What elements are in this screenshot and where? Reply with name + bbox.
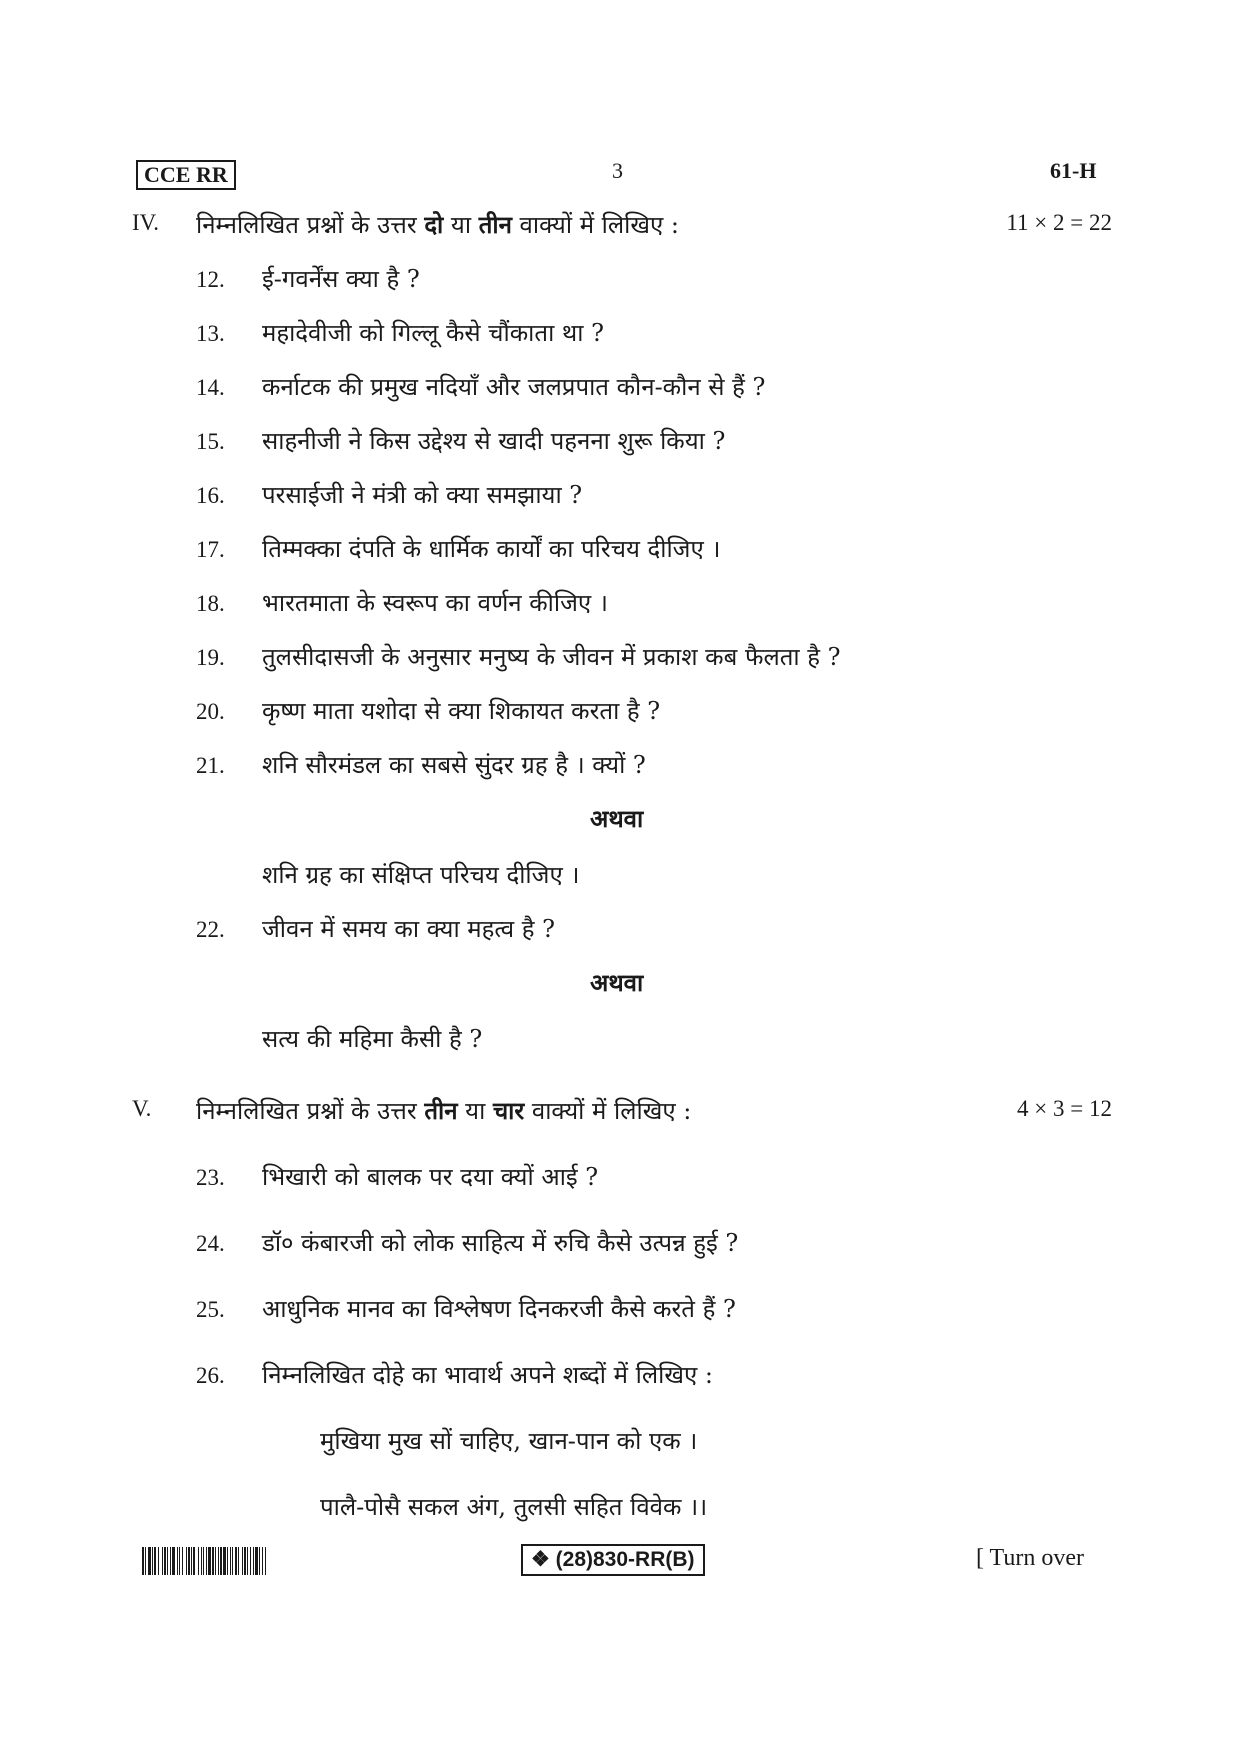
question-number: 24. xyxy=(196,1231,225,1256)
question-text: भिखारी को बालक पर दया क्यों आई ? xyxy=(262,1163,599,1191)
instruction-bold: तीन xyxy=(424,1096,458,1125)
instruction-bold: चार xyxy=(492,1096,525,1125)
question-23 xyxy=(196,1160,598,1193)
question-number: 14. xyxy=(196,375,225,400)
instruction-bold: तीन xyxy=(478,210,512,239)
question-20 xyxy=(196,694,660,727)
question-24 xyxy=(196,1226,738,1259)
header-box-label: CCE RR xyxy=(136,160,236,190)
question-text: डॉ० कंबारजी को लोक साहित्य में रुचि कैसे उत्पन्न हुई ? xyxy=(262,1229,739,1257)
question-number: 22. xyxy=(196,917,225,942)
instruction-text: निम्नलिखित प्रश्नों के उत्तर xyxy=(196,211,425,239)
barcode xyxy=(142,1547,386,1575)
instruction-text: वाक्यों में लिखिए : xyxy=(511,211,680,239)
question-text: शनि सौरमंडल का सबसे सुंदर ग्रह है । क्यों ? xyxy=(262,751,646,779)
section-4-number: IV. xyxy=(132,210,160,235)
question-text: भारतमाता के स्वरूप का वर्णन कीजिए । xyxy=(262,589,608,617)
footer-code-box: ❖ (28)830-RR(B) xyxy=(521,1544,705,1576)
question-number: 20. xyxy=(196,699,225,724)
instruction-text: निम्नलिखित प्रश्नों के उत्तर xyxy=(196,1097,425,1125)
question-number: 13. xyxy=(196,321,225,346)
turn-over-label: [ Turn over xyxy=(976,1545,1085,1571)
question-22 xyxy=(196,912,555,945)
doha-line-1: मुखिया मुख सों चाहिए, खान-पान को एक । xyxy=(320,1427,698,1455)
doha-line-2: पालै-पोसै सकल अंग, तुलसी सहित विवेक ।। xyxy=(320,1493,708,1521)
question-number: 12. xyxy=(196,267,225,292)
question-12 xyxy=(196,262,420,295)
question-text: निम्नलिखित दोहे का भावार्थ अपने शब्दों में लिखिए : xyxy=(262,1361,713,1389)
section-5-number: V. xyxy=(132,1096,152,1121)
or-separator-2: अथवा xyxy=(590,968,644,997)
section-4-instruction xyxy=(196,208,679,241)
instruction-bold: दो xyxy=(424,210,444,239)
question-text: साहनीजी ने किस उद्देश्य से खादी पहनना शुरू किया ? xyxy=(262,427,726,455)
section-5-marks: 4 × 3 = 12 xyxy=(1017,1096,1112,1121)
question-number: 19. xyxy=(196,645,225,670)
question-25 xyxy=(196,1292,736,1325)
question-number: 17. xyxy=(196,537,225,562)
paper-code: 61-H xyxy=(1050,158,1097,183)
page-number: 3 xyxy=(612,158,623,183)
question-26 xyxy=(196,1358,713,1391)
question-13 xyxy=(196,316,604,349)
question-number: 23. xyxy=(196,1165,225,1190)
question-text: कर्नाटक की प्रमुख नदियाँ और जलप्रपात कौन-कौन से हैं ? xyxy=(262,373,766,401)
question-text: तुलसीदासजी के अनुसार मनुष्य के जीवन में प्रकाश कब फैलता है ? xyxy=(262,643,841,671)
question-15 xyxy=(196,424,725,457)
question-number: 26. xyxy=(196,1363,225,1388)
section-5-instruction xyxy=(196,1094,691,1127)
question-14 xyxy=(196,370,765,403)
question-text: महादेवीजी को गिल्लू कैसे चौंकाता था ? xyxy=(262,319,604,347)
question-number: 15. xyxy=(196,429,225,454)
instruction-text: या xyxy=(457,1097,493,1125)
question-16 xyxy=(196,478,582,511)
or-separator-1: अथवा xyxy=(590,804,644,833)
question-17 xyxy=(196,532,720,565)
question-number: 18. xyxy=(196,591,225,616)
question-text: तिम्मक्का दंपति के धार्मिक कार्यों का परिचय दीजिए । xyxy=(262,535,721,563)
alternative-22: सत्य की महिमा कैसी है ? xyxy=(262,1025,483,1053)
question-text: कृष्ण माता यशोदा से क्या शिकायत करता है ? xyxy=(262,697,661,725)
question-21 xyxy=(196,748,646,781)
question-text: जीवन में समय का क्या महत्व है ? xyxy=(262,915,555,943)
section-4-marks: 11 × 2 = 22 xyxy=(1006,210,1112,235)
question-19 xyxy=(196,640,841,673)
question-text: ई-गवर्नेंस क्या है ? xyxy=(262,265,420,293)
question-number: 16. xyxy=(196,483,225,508)
question-18 xyxy=(196,586,608,619)
question-number: 21. xyxy=(196,753,225,778)
alternative-21: शनि ग्रह का संक्षिप्त परिचय दीजिए । xyxy=(262,861,580,889)
question-text: परसाईजी ने मंत्री को क्या समझाया ? xyxy=(262,481,583,509)
question-text: आधुनिक मानव का विश्लेषण दिनकरजी कैसे करते हैं ? xyxy=(262,1295,736,1323)
instruction-text: वाक्यों में लिखिए : xyxy=(524,1097,692,1125)
instruction-text: या xyxy=(443,211,479,239)
question-number: 25. xyxy=(196,1297,225,1322)
